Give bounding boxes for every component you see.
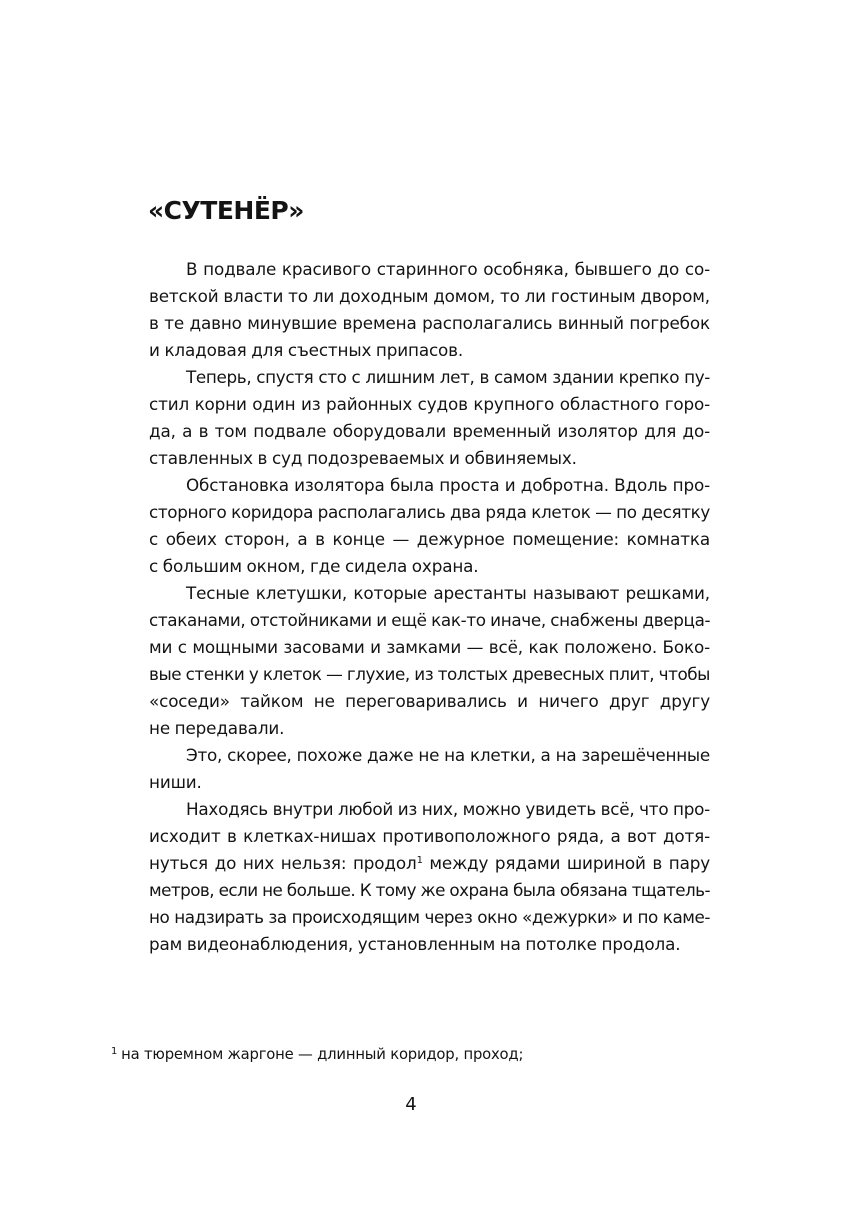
paragraph (111, 796, 710, 958)
text-line: с большим окном, где сидела охрана. (149, 556, 479, 576)
text-line: но надзирать за происходящим через окно «дежурки» и по каме- (149, 907, 710, 927)
text-line: с обеих сторон, а в конце — дежурное помещение: комнатка (149, 529, 710, 549)
text-line: ветской власти то ли доходным домом, то ли гостиным двором, (149, 286, 710, 306)
paragraph (111, 256, 710, 364)
footnote (111, 1043, 523, 1067)
text-line: рам видеонаблюдения, установленным на потолке продола. (149, 934, 681, 954)
chapter-title: «СУТЕНЁР» (148, 196, 304, 225)
page-number: 4 (405, 1094, 417, 1115)
text-line: Тесные клетушки, которые арестанты называют решками, (186, 583, 710, 603)
text-line: «соседи» тайком не переговаривались и ничего друг другу (149, 691, 710, 711)
text-line: Теперь, спустя сто с лишним лет, в самом здании крепко пу- (186, 367, 710, 387)
text-line: Обстановка изолятора была проста и добротна. Вдоль про- (186, 475, 710, 495)
text-line: стил корни один из районных судов крупного областного горо- (149, 394, 710, 414)
text-line: вые стенки у клеток — глухие, из толстых древесных плит, чтобы (149, 664, 710, 684)
footnote-text: на тюремном жаргоне — длинный коридор, проход; (121, 1046, 524, 1063)
text-line-with-footnote-ref (111, 850, 710, 877)
text-fragment: между рядами шириной в пару (422, 853, 711, 873)
text-line: ниши. (149, 772, 202, 792)
text-line: да, а в том подвале оборудовали временный изолятор для до- (149, 421, 710, 441)
text-line: Это, скорее, похоже даже не на клетки, а на зарешёченные (186, 745, 710, 765)
footnote-number: 1 (111, 1046, 118, 1057)
text-line: исходит в клетках-нишах противоположного ряда, а вот дотя- (149, 826, 710, 846)
body-text (111, 256, 710, 958)
text-line: метров, если не больше. К тому же охрана была обязана тщатель- (149, 880, 710, 900)
paragraph (111, 580, 710, 742)
text-line: ми с мощными засовами и замками — всё, как положено. Боко- (149, 637, 710, 657)
paragraph (111, 364, 710, 472)
paragraph (111, 472, 710, 580)
text-line: в те давно минувшие времена располагались винный погребок (149, 313, 710, 333)
text-line: Находясь внутри любой из них, можно увидеть всё, что про- (186, 799, 710, 819)
text-fragment: нуться до них нельзя: продол (149, 853, 417, 873)
text-line: не передавали. (149, 718, 285, 738)
text-line: и кладовая для съестных припасов. (149, 340, 464, 360)
text-line: ставленных в суд подозреваемых и обвиняемых. (149, 448, 577, 468)
footnote-reference[interactable]: 1 (416, 855, 423, 866)
text-line: В подвале красивого старинного особняка, бывшего до со- (186, 259, 710, 279)
paragraph (111, 742, 710, 796)
text-line: сторного коридора располагались два ряда клеток — по десятку (149, 502, 710, 522)
text-line: стаканами, отстойниками и ещё как-то иначе, снабжены дверца- (149, 610, 711, 630)
